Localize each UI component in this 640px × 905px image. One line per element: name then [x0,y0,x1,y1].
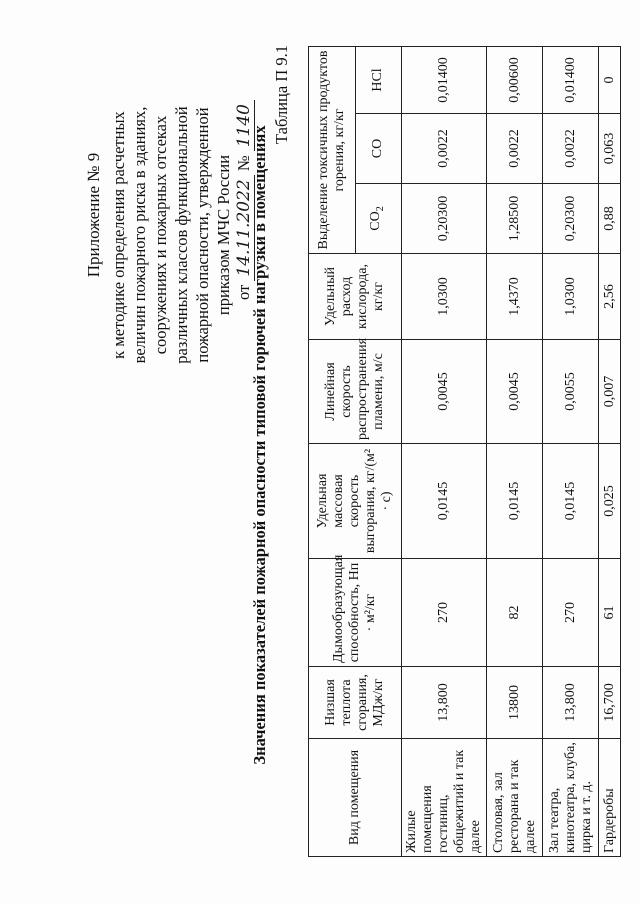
cell-co2: 1,28500 [487,184,543,254]
cell-oxygen: 2,56 [599,254,621,340]
header-co2-sub: 2 [374,206,386,212]
cell-heat: 13800 [487,667,543,739]
cell-hcl: 0 [599,47,621,114]
cell-co: 0,0022 [402,114,487,184]
order-number: 1140 [234,100,255,151]
cell-smoke: 270 [402,559,487,667]
header-flame-speed: Линейная скорость распространения пламени, м/с [309,340,402,444]
order-date: 14.11.2022 [234,175,255,280]
appendix-line: различных классов функциональной [172,106,191,364]
cell-hcl: 0,01400 [543,47,599,114]
cell-burn-rate: 0,025 [599,444,621,559]
table-title: Значения показателей пожарной опасности типовой горючей нагрузки в помещениях [250,125,269,765]
cell-co: 0,0022 [543,114,599,184]
cell-co2: 0,88 [599,184,621,254]
fire-load-table [308,46,621,857]
cell-smoke: 82 [487,559,543,667]
cell-room: Гардеробы [599,739,621,857]
cell-heat: 13,800 [402,667,487,739]
table-row [599,47,621,857]
header-smoke: Дымообразующая способность, Нп · м²/кг [309,559,402,667]
cell-burn-rate: 0,0145 [543,444,599,559]
cell-flame-speed: 0,0045 [402,340,487,444]
header-oxygen: Удельный расход кислорода, кг/кг [309,254,402,340]
header-hcl: HCl [355,47,402,114]
order-prefix: от [234,284,253,300]
cell-burn-rate: 0,0145 [402,444,487,559]
cell-oxygen: 1,0300 [543,254,599,340]
cell-flame-speed: 0,007 [599,340,621,444]
header-room-type: Вид помещения [309,739,402,857]
table-row [543,47,599,857]
cell-heat: 13,800 [543,667,599,739]
cell-flame-speed: 0,0045 [487,340,543,444]
header-heat: Низшая теплота сгорания, МДж/кг [309,667,402,739]
appendix-title: Приложение № 9 [84,152,103,278]
cell-co2: 0,20300 [543,184,599,254]
cell-smoke: 61 [599,559,621,667]
cell-co: 0,063 [599,114,621,184]
table-row [487,47,543,857]
cell-oxygen: 1,0300 [402,254,487,340]
cell-room: Столовая, зал ресторана и так далее [487,739,543,857]
table-row [402,47,487,857]
cell-flame-speed: 0,0055 [543,340,599,444]
cell-co: 0,0022 [487,114,543,184]
cell-hcl: 0,00600 [487,47,543,114]
table-label: Таблица П 9.1 [272,45,291,144]
appendix-line: пожарной опасности, утвержденной [193,107,212,363]
appendix-line: сооружениях и пожарных отсеках [151,115,170,355]
cell-heat: 16,700 [599,667,621,739]
header-burn-rate: Удельная массовая скорость выгорания, кг/(м² · с) [309,444,402,559]
appendix-line: величин пожарного риска в зданиях, [130,106,149,364]
header-co2-base: CO [367,211,383,231]
cell-hcl: 0,01400 [402,47,487,114]
appendix-line: приказом МЧС России [214,154,233,316]
header-co2 [355,184,402,254]
cell-room: Жилые помещения гостиниц, общежитий и так далее [402,739,487,857]
header-co: CO [355,114,402,184]
cell-room: Зал театра, кинотеатра, клуба, цирка и т. д. [543,739,599,857]
order-number-label: № [234,155,253,172]
appendix-line: к методике определения расчетных [109,111,128,359]
cell-co2: 0,20300 [402,184,487,254]
cell-burn-rate: 0,0145 [487,444,543,559]
cell-oxygen: 1,4370 [487,254,543,340]
header-toxic-group: Выделение токсичных продуктов горения, кг/кг [309,47,356,254]
cell-smoke: 270 [543,559,599,667]
